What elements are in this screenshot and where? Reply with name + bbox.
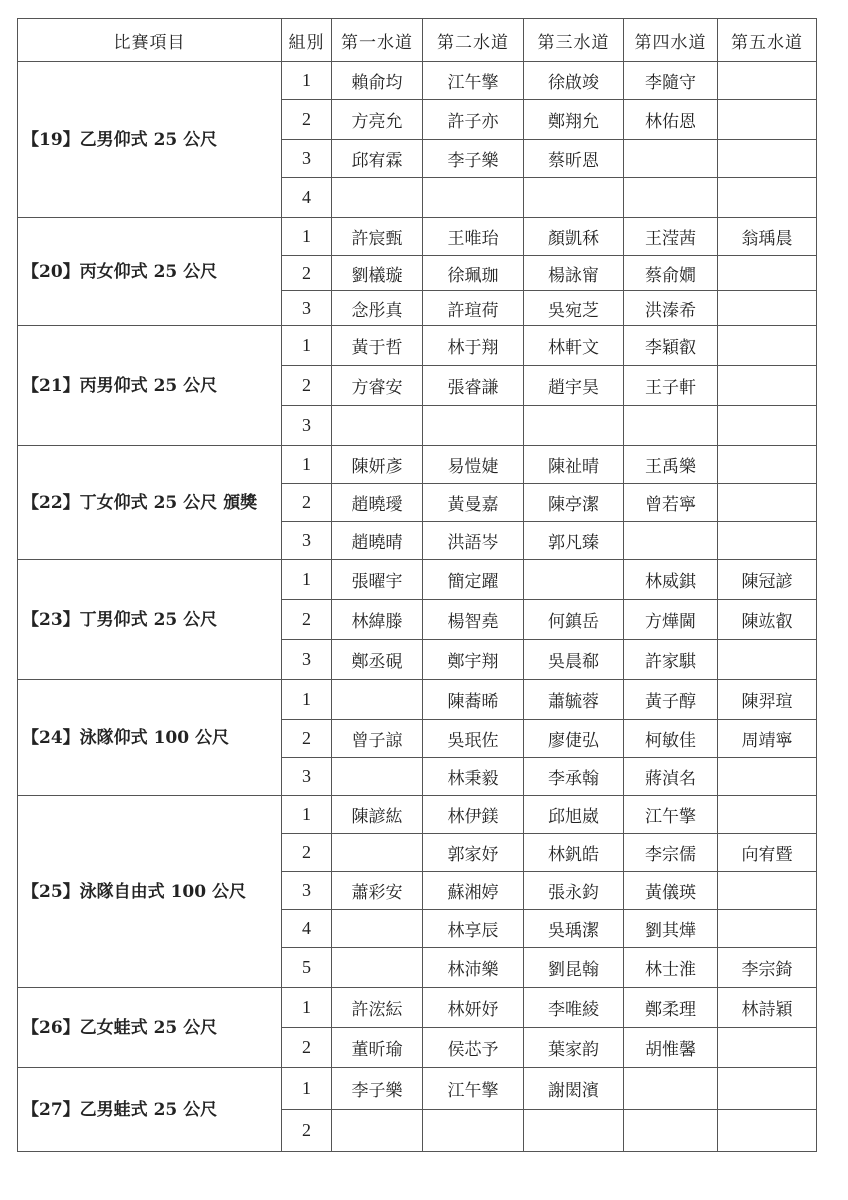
lane-4-swimmer: 鄭柔理 xyxy=(624,988,718,1028)
group-number: 2 xyxy=(282,720,332,758)
table-row xyxy=(18,326,817,366)
lane-2-swimmer: 許瑄荷 xyxy=(423,291,524,326)
group-number: 1 xyxy=(282,560,332,600)
event-name: 【21】丙男仰式 25 公尺 xyxy=(18,326,282,446)
group-number: 2 xyxy=(282,366,332,406)
lane-3-swimmer xyxy=(524,178,624,218)
lane-1-swimmer xyxy=(332,948,423,988)
lane-1-swimmer: 陳諺紘 xyxy=(332,796,423,834)
lane-4-swimmer: 柯敏佳 xyxy=(624,720,718,758)
lane-2-swimmer: 楊智堯 xyxy=(423,600,524,640)
lane-5-swimmer xyxy=(718,178,817,218)
lane-1-swimmer: 方睿安 xyxy=(332,366,423,406)
lane-3-swimmer: 蕭毓蓉 xyxy=(524,680,624,720)
lane-1-swimmer: 劉檥璇 xyxy=(332,256,423,291)
lane-1-swimmer: 許宸甄 xyxy=(332,218,423,256)
lane-4-swimmer: 王子軒 xyxy=(624,366,718,406)
header-lane-3: 第三水道 xyxy=(524,19,624,62)
lane-4-swimmer xyxy=(624,406,718,446)
lane-1-swimmer xyxy=(332,910,423,948)
table-row xyxy=(18,446,817,484)
header-lane-4: 第四水道 xyxy=(624,19,718,62)
group-number: 3 xyxy=(282,140,332,178)
group-number: 5 xyxy=(282,948,332,988)
event-name: 【20】丙女仰式 25 公尺 xyxy=(18,218,282,326)
lane-2-swimmer: 江午擎 xyxy=(423,1068,524,1110)
heat-body xyxy=(18,62,817,1152)
header-lane-5: 第五水道 xyxy=(718,19,817,62)
group-number: 4 xyxy=(282,178,332,218)
lane-3-swimmer: 謝閎濱 xyxy=(524,1068,624,1110)
lane-2-swimmer: 侯芯予 xyxy=(423,1028,524,1068)
lane-5-swimmer: 周靖寧 xyxy=(718,720,817,758)
event-name: 【25】泳隊自由式 100 公尺 xyxy=(18,796,282,988)
lane-1-swimmer: 賴俞均 xyxy=(332,62,423,100)
lane-4-swimmer xyxy=(624,522,718,560)
lane-1-swimmer xyxy=(332,680,423,720)
lane-1-swimmer: 李子樂 xyxy=(332,1068,423,1110)
lane-3-swimmer: 蔡昕恩 xyxy=(524,140,624,178)
lane-2-swimmer: 林沛樂 xyxy=(423,948,524,988)
lane-2-swimmer: 郭家妤 xyxy=(423,834,524,872)
lane-5-swimmer xyxy=(718,640,817,680)
lane-1-swimmer xyxy=(332,406,423,446)
lane-4-swimmer: 蔣湞名 xyxy=(624,758,718,796)
lane-3-swimmer: 陳祉晴 xyxy=(524,446,624,484)
lane-3-swimmer xyxy=(524,406,624,446)
lane-3-swimmer: 何鎮岳 xyxy=(524,600,624,640)
lane-4-swimmer xyxy=(624,1068,718,1110)
lane-4-swimmer: 林威錤 xyxy=(624,560,718,600)
lane-1-swimmer xyxy=(332,758,423,796)
lane-3-swimmer: 葉家韵 xyxy=(524,1028,624,1068)
group-number: 1 xyxy=(282,446,332,484)
lane-1-swimmer: 邱宥霖 xyxy=(332,140,423,178)
lane-5-swimmer xyxy=(718,100,817,140)
lane-4-swimmer: 洪溱希 xyxy=(624,291,718,326)
event-name: 【19】乙男仰式 25 公尺 xyxy=(18,62,282,218)
lane-3-swimmer: 林軒文 xyxy=(524,326,624,366)
lane-5-swimmer: 陳羿瑄 xyxy=(718,680,817,720)
event-name: 【27】乙男蛙式 25 公尺 xyxy=(18,1068,282,1152)
lane-2-swimmer: 許子亦 xyxy=(423,100,524,140)
lane-3-swimmer: 廖倢弘 xyxy=(524,720,624,758)
header-event: 比賽項目 xyxy=(18,19,282,62)
lane-3-swimmer: 陳亭潔 xyxy=(524,484,624,522)
lane-4-swimmer: 許家騏 xyxy=(624,640,718,680)
heat-sheet-table xyxy=(17,18,817,1152)
lane-1-swimmer: 蕭彩安 xyxy=(332,872,423,910)
group-number: 4 xyxy=(282,910,332,948)
lane-4-swimmer xyxy=(624,140,718,178)
lane-5-swimmer xyxy=(718,1110,817,1152)
group-number: 3 xyxy=(282,291,332,326)
group-number: 1 xyxy=(282,680,332,720)
lane-5-swimmer xyxy=(718,406,817,446)
lane-4-swimmer: 黃子醇 xyxy=(624,680,718,720)
lane-2-swimmer: 徐珮珈 xyxy=(423,256,524,291)
group-number: 2 xyxy=(282,484,332,522)
event-name: 【23】丁男仰式 25 公尺 xyxy=(18,560,282,680)
group-number: 1 xyxy=(282,988,332,1028)
lane-1-swimmer: 董昕瑜 xyxy=(332,1028,423,1068)
lane-3-swimmer: 張永鈞 xyxy=(524,872,624,910)
lane-4-swimmer: 方燁閫 xyxy=(624,600,718,640)
lane-4-swimmer: 江午擎 xyxy=(624,796,718,834)
group-number: 3 xyxy=(282,640,332,680)
header-row xyxy=(18,19,817,62)
lane-1-swimmer: 曾子諒 xyxy=(332,720,423,758)
lane-5-swimmer xyxy=(718,758,817,796)
lane-2-swimmer: 林秉毅 xyxy=(423,758,524,796)
lane-4-swimmer: 曾若寧 xyxy=(624,484,718,522)
lane-2-swimmer: 江午擎 xyxy=(423,62,524,100)
group-number: 1 xyxy=(282,62,332,100)
lane-1-swimmer: 林緯滕 xyxy=(332,600,423,640)
lane-1-swimmer xyxy=(332,1110,423,1152)
lane-3-swimmer: 徐啟竣 xyxy=(524,62,624,100)
lane-5-swimmer xyxy=(718,522,817,560)
lane-3-swimmer: 趙宇昊 xyxy=(524,366,624,406)
lane-2-swimmer xyxy=(423,406,524,446)
lane-5-swimmer: 向宥暨 xyxy=(718,834,817,872)
lane-3-swimmer xyxy=(524,1110,624,1152)
lane-5-swimmer xyxy=(718,796,817,834)
lane-4-swimmer: 劉其燁 xyxy=(624,910,718,948)
table-row xyxy=(18,218,817,256)
group-number: 3 xyxy=(282,758,332,796)
group-number: 1 xyxy=(282,218,332,256)
lane-3-swimmer: 劉昆翰 xyxy=(524,948,624,988)
group-number: 2 xyxy=(282,1110,332,1152)
lane-5-swimmer xyxy=(718,484,817,522)
group-number: 3 xyxy=(282,406,332,446)
lane-2-swimmer xyxy=(423,1110,524,1152)
table-row xyxy=(18,560,817,600)
lane-4-swimmer: 王禹樂 xyxy=(624,446,718,484)
lane-2-swimmer: 黃曼嘉 xyxy=(423,484,524,522)
lane-2-swimmer: 李子樂 xyxy=(423,140,524,178)
lane-4-swimmer: 王滢茜 xyxy=(624,218,718,256)
lane-1-swimmer xyxy=(332,178,423,218)
lane-1-swimmer: 方亮允 xyxy=(332,100,423,140)
lane-2-swimmer: 簡定躍 xyxy=(423,560,524,600)
group-number: 2 xyxy=(282,600,332,640)
group-number: 3 xyxy=(282,522,332,560)
lane-3-swimmer: 林釩皓 xyxy=(524,834,624,872)
lane-5-swimmer: 林詩穎 xyxy=(718,988,817,1028)
lane-1-swimmer: 黃于哲 xyxy=(332,326,423,366)
lane-5-swimmer xyxy=(718,256,817,291)
table-row xyxy=(18,988,817,1028)
header-lane-2: 第二水道 xyxy=(423,19,524,62)
lane-2-swimmer: 吳珉佐 xyxy=(423,720,524,758)
table-row xyxy=(18,1068,817,1110)
lane-3-swimmer: 邱旭崴 xyxy=(524,796,624,834)
group-number: 3 xyxy=(282,872,332,910)
lane-1-swimmer: 趙曉晴 xyxy=(332,522,423,560)
lane-1-swimmer: 鄭丞硯 xyxy=(332,640,423,680)
table-row xyxy=(18,796,817,834)
lane-1-swimmer: 陳妍彥 xyxy=(332,446,423,484)
lane-1-swimmer xyxy=(332,834,423,872)
lane-5-swimmer xyxy=(718,326,817,366)
event-name: 【24】泳隊仰式 100 公尺 xyxy=(18,680,282,796)
lane-2-swimmer: 林享辰 xyxy=(423,910,524,948)
group-number: 2 xyxy=(282,100,332,140)
group-number: 2 xyxy=(282,256,332,291)
lane-2-swimmer: 林妍妤 xyxy=(423,988,524,1028)
lane-3-swimmer: 李唯綾 xyxy=(524,988,624,1028)
lane-3-swimmer: 吳瑀潔 xyxy=(524,910,624,948)
lane-5-swimmer xyxy=(718,1028,817,1068)
lane-3-swimmer: 郭凡臻 xyxy=(524,522,624,560)
lane-4-swimmer xyxy=(624,178,718,218)
lane-4-swimmer xyxy=(624,1110,718,1152)
group-number: 2 xyxy=(282,834,332,872)
lane-4-swimmer: 胡惟馨 xyxy=(624,1028,718,1068)
lane-3-swimmer: 楊詠甯 xyxy=(524,256,624,291)
group-number: 2 xyxy=(282,1028,332,1068)
group-number: 1 xyxy=(282,796,332,834)
lane-2-swimmer: 蘇湘婷 xyxy=(423,872,524,910)
lane-1-swimmer: 許浤紜 xyxy=(332,988,423,1028)
lane-2-swimmer: 洪語岑 xyxy=(423,522,524,560)
lane-3-swimmer: 吳晨郗 xyxy=(524,640,624,680)
lane-1-swimmer: 念彤真 xyxy=(332,291,423,326)
lane-5-swimmer xyxy=(718,872,817,910)
group-number: 1 xyxy=(282,326,332,366)
lane-5-swimmer xyxy=(718,366,817,406)
lane-5-swimmer xyxy=(718,910,817,948)
lane-3-swimmer: 李承翰 xyxy=(524,758,624,796)
lane-4-swimmer: 林士淮 xyxy=(624,948,718,988)
lane-5-swimmer: 陳竑叡 xyxy=(718,600,817,640)
lane-1-swimmer: 趙曉璦 xyxy=(332,484,423,522)
lane-1-swimmer: 張曜宇 xyxy=(332,560,423,600)
lane-3-swimmer: 吳宛芝 xyxy=(524,291,624,326)
lane-4-swimmer: 林佑恩 xyxy=(624,100,718,140)
event-name: 【22】丁女仰式 25 公尺 頒獎 xyxy=(18,446,282,560)
lane-2-swimmer: 張睿謙 xyxy=(423,366,524,406)
lane-4-swimmer: 李宗儒 xyxy=(624,834,718,872)
lane-2-swimmer: 林于翔 xyxy=(423,326,524,366)
lane-5-swimmer xyxy=(718,62,817,100)
lane-5-swimmer xyxy=(718,140,817,178)
lane-4-swimmer: 李隨守 xyxy=(624,62,718,100)
lane-4-swimmer: 李穎叡 xyxy=(624,326,718,366)
lane-4-swimmer: 黃儀瑛 xyxy=(624,872,718,910)
lane-5-swimmer: 翁瑀晨 xyxy=(718,218,817,256)
group-number: 1 xyxy=(282,1068,332,1110)
lane-2-swimmer: 王唯珆 xyxy=(423,218,524,256)
lane-2-swimmer xyxy=(423,178,524,218)
header-lane-1: 第一水道 xyxy=(332,19,423,62)
lane-5-swimmer xyxy=(718,446,817,484)
lane-5-swimmer xyxy=(718,1068,817,1110)
lane-3-swimmer: 鄭翔允 xyxy=(524,100,624,140)
table-row xyxy=(18,680,817,720)
lane-2-swimmer: 林伊鎂 xyxy=(423,796,524,834)
lane-2-swimmer: 鄭宇翔 xyxy=(423,640,524,680)
lane-4-swimmer: 蔡俞嫺 xyxy=(624,256,718,291)
lane-2-swimmer: 陳蕎晞 xyxy=(423,680,524,720)
lane-3-swimmer xyxy=(524,560,624,600)
event-name: 【26】乙女蛙式 25 公尺 xyxy=(18,988,282,1068)
lane-5-swimmer: 李宗錡 xyxy=(718,948,817,988)
table-row xyxy=(18,62,817,100)
lane-5-swimmer xyxy=(718,291,817,326)
header-group: 組別 xyxy=(282,19,332,62)
lane-5-swimmer: 陳冠諺 xyxy=(718,560,817,600)
lane-3-swimmer: 顏凱秝 xyxy=(524,218,624,256)
lane-2-swimmer: 易愷婕 xyxy=(423,446,524,484)
